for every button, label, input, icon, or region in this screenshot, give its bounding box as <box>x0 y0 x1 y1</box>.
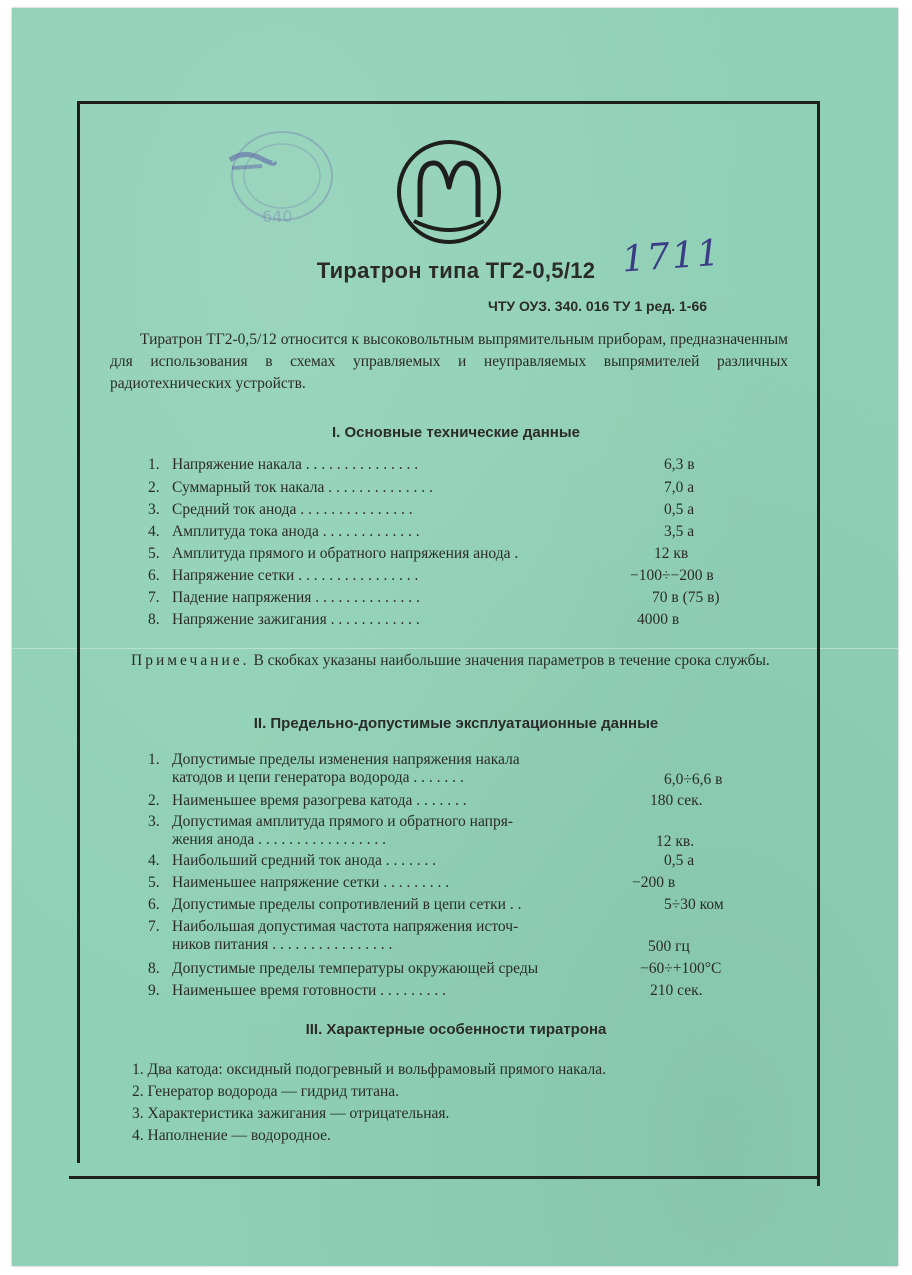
limit-value: 0,5 а <box>664 852 695 869</box>
limit-value: −200 в <box>632 874 676 891</box>
limit-value: 6,0÷6,6 в <box>664 771 723 788</box>
limit-value: 210 сек. <box>650 982 703 999</box>
note-text: В скобках указаны наибольшие значения параметров в течение срока службы. <box>249 652 770 669</box>
note-label: Примечание. <box>131 652 250 669</box>
limit-label: Наименьшее время готовности . . . . . . . . . <box>172 982 447 999</box>
spec-number: 8. <box>148 611 160 628</box>
limit-value: 500 гц <box>648 938 690 955</box>
spec-number: 4. <box>148 523 160 540</box>
spec-value: 70 в (75 в) <box>652 589 720 606</box>
frame-border-top <box>77 101 820 104</box>
spec-value: 6,3 в <box>664 456 695 473</box>
limit-number: 6. <box>148 896 160 913</box>
intro-paragraph: Тиратрон ТГ2-0,5/12 относится к высоковольтным выпрямительным приборам, предназначенным для использования в схемах управляемых и неуправляемых выпрямителей различных радиотехнических устройств. <box>110 331 788 392</box>
spec-label: Падение напряжения . . . . . . . . . . . . . . <box>172 589 420 606</box>
spec-value: −100÷−200 в <box>630 567 714 584</box>
limit-value: 5÷30 ком <box>664 896 724 913</box>
limit-label-continued: катодов и цепи генератора водорода . . . . . . . <box>172 769 464 786</box>
section-1-heading: I. Основные технические данные <box>331 424 581 441</box>
limit-number: 7. <box>148 918 160 935</box>
limit-label: Допустимые пределы температуры окружающей среды <box>172 960 539 977</box>
limit-label: Наибольший средний ток анода . . . . . . . <box>172 852 437 869</box>
feature-item: 1. Два катода: оксидный подогревный и вольфрамовый прямого накала. <box>132 1061 606 1078</box>
limit-label-continued: жения анода . . . . . . . . . . . . . . . . . <box>172 831 386 848</box>
spec-label: Напряжение накала . . . . . . . . . . . . . . . <box>172 456 419 473</box>
limit-number: 2. <box>148 792 160 809</box>
feature-item: 2. Генератор водорода — гидрид титана. <box>132 1083 400 1100</box>
spec-label: Напряжение зажигания . . . . . . . . . . . . <box>172 611 420 628</box>
section-2-heading: II. Предельно-допустимые эксплуатационные данные <box>253 715 659 732</box>
factory-logo-icon <box>396 139 502 245</box>
spec-value: 7,0 а <box>664 479 695 496</box>
ink-stamp <box>222 122 340 230</box>
standard-reference: ЧТУ ОУЗ. 340. 016 ТУ 1 ред. 1-66 <box>488 298 708 314</box>
limit-value: 12 кв. <box>656 833 695 850</box>
limit-label: Допустимые пределы изменения напряжения накала <box>172 751 520 768</box>
spec-number: 6. <box>148 567 160 584</box>
spec-value: 3,5 а <box>664 523 695 540</box>
limit-number: 9. <box>148 982 160 999</box>
spec-value: 0,5 а <box>664 501 695 518</box>
limit-label-continued: ников питания . . . . . . . . . . . . . . . . <box>172 936 393 953</box>
limit-number: 4. <box>148 852 160 869</box>
spec-value: 4000 в <box>637 611 680 628</box>
feature-item: 4. Наполнение — водородное. <box>132 1127 331 1144</box>
limit-value: −60÷+100°С <box>640 960 722 977</box>
spec-label: Средний ток анода . . . . . . . . . . . . . . . <box>172 501 413 518</box>
spec-number: 2. <box>148 479 160 496</box>
spec-label: Суммарный ток накала . . . . . . . . . . . . . . <box>172 479 433 496</box>
document-title: Тиратрон типа ТГ2-0,5/12 <box>316 258 596 283</box>
limit-label: Наибольшая допустимая частота напряжения источ- <box>172 918 519 935</box>
frame-border-bottom <box>69 1176 820 1179</box>
spec-number: 7. <box>148 589 160 606</box>
limit-number: 1. <box>148 751 160 768</box>
note-paragraph <box>97 650 787 672</box>
feature-item: 3. Характеристика зажигания — отрицательная. <box>132 1105 450 1122</box>
spec-number: 3. <box>148 501 160 518</box>
svg-text:640: 640 <box>262 207 293 226</box>
limit-number: 5. <box>148 874 160 891</box>
spec-label: Напряжение сетки . . . . . . . . . . . . . . . . <box>172 567 419 584</box>
spec-value: 12 кв <box>654 545 689 562</box>
paper-fold <box>12 648 898 649</box>
limit-label: Наименьшее напряжение сетки . . . . . . . . . <box>172 874 450 891</box>
spec-label: Амплитуда тока анода . . . . . . . . . . . . . <box>172 523 420 540</box>
limit-number: 8. <box>148 960 160 977</box>
limit-label: Допустимая амплитуда прямого и обратного напря- <box>172 813 513 830</box>
handwritten-number: 1711 <box>620 232 723 281</box>
spec-number: 1. <box>148 456 160 473</box>
limit-number: 3. <box>148 813 160 830</box>
spec-number: 5. <box>148 545 160 562</box>
limit-label: Наименьшее время разогрева катода . . . . . . . <box>172 792 467 809</box>
limit-value: 180 сек. <box>650 792 703 809</box>
limit-label: Допустимые пределы сопротивлений в цепи сетки . . <box>172 896 522 913</box>
spec-label: Амплитуда прямого и обратного напряжения анода . <box>172 545 519 562</box>
section-3-heading: III. Характерные особенности тиратрона <box>305 1021 607 1038</box>
